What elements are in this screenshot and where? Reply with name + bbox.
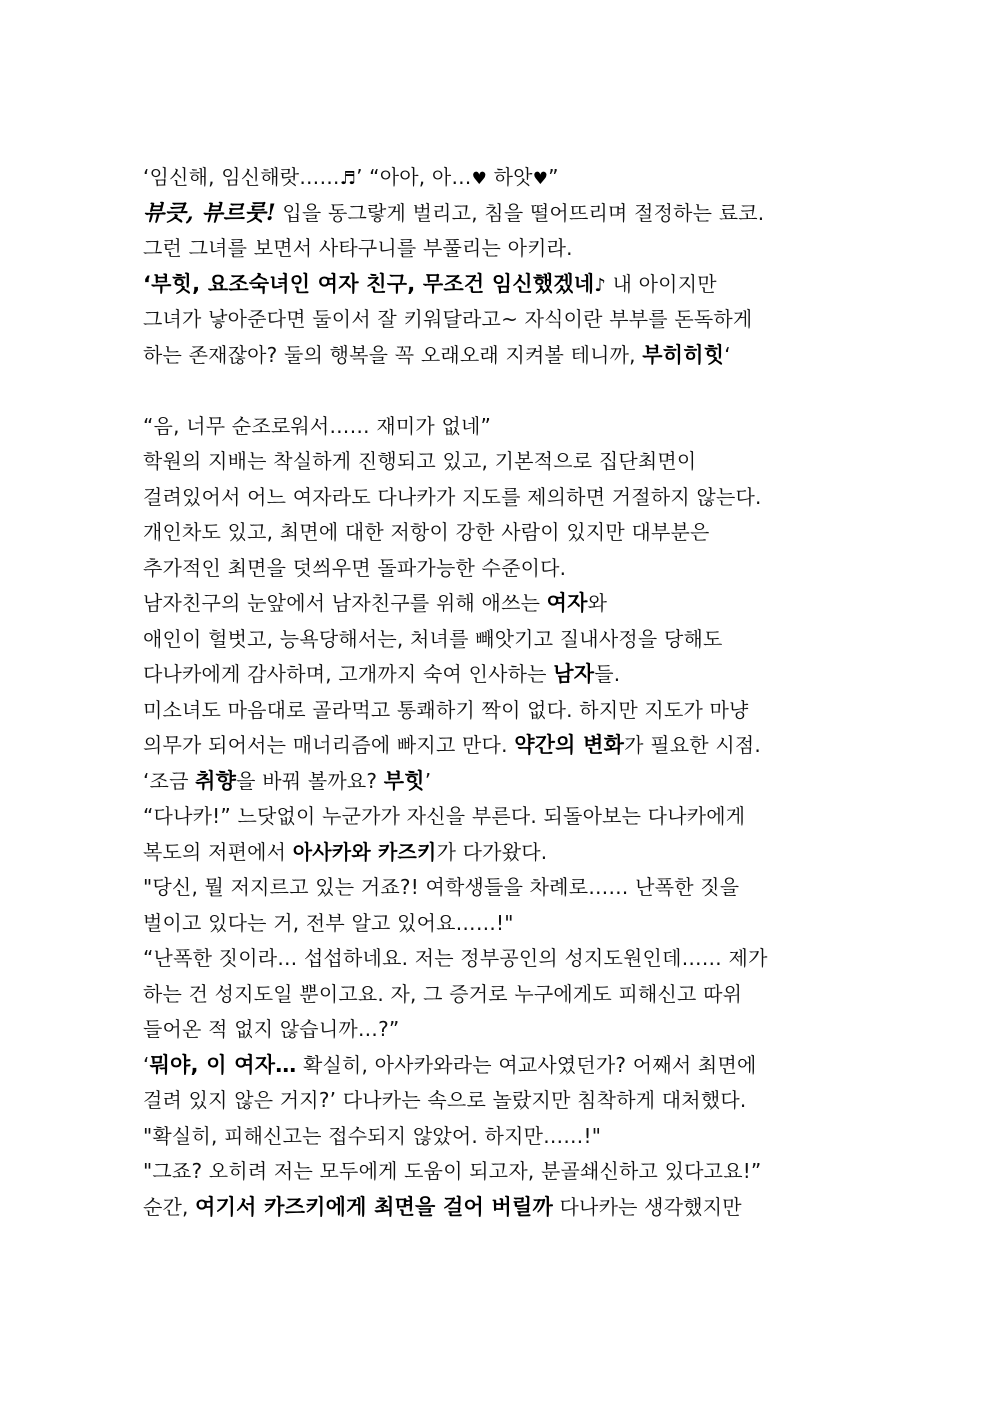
text-line: “음, 너무 순조로워서…… 재미가 없네” — [143, 413, 492, 438]
text-line: 그런 그녀를 보면서 사타구니를 부풀리는 아키라. — [143, 236, 573, 260]
text-line: 하는 존재잖아? 둘의 행복을 꼭 오래오래 지켜볼 테니까, 부히히힛‘ — [143, 342, 731, 367]
text-line: ‘부힛, 요조숙녀인 여자 친구, 무조건 임신했겠네♪ 내 아이지만 — [143, 271, 717, 296]
emphasis-text: ‘부힛, 요조숙녀인 여자 친구, 무조건 임신했겠네 — [143, 271, 595, 296]
text-line: "그죠? 오히려 저는 모두에게 도움이 되고자, 분골쇄신하고 있다고요!” — [143, 1159, 762, 1183]
emphasis-sound-effect: 뷰큿, 뷰르룻! — [143, 199, 276, 226]
emphasis-text: 약간의 변화 — [514, 733, 625, 757]
text-line: 다나카에게 감사하며, 고개까지 숙여 인사하는 남자들. — [143, 662, 621, 686]
text-line: ‘임신해, 임신해랏……♬’ “아아, 아…♥ 하앗♥” — [143, 165, 559, 189]
emphasis-text: 뭐야, 이 여자… — [149, 1052, 297, 1077]
emphasis-text: 취향 — [195, 768, 237, 793]
text-line: 뷰큿, 뷰르룻! 입을 동그랗게 벌리고, 침을 떨어뜨리며 절정하는 료코. — [143, 199, 765, 226]
text-line: 학원의 지배는 착실하게 진행되고 있고, 기본적으로 집단최면이 — [143, 449, 697, 473]
emphasis-text: 아사카와 카즈키 — [292, 839, 437, 864]
text-line: 의무가 되어서는 매너리즘에 빠지고 만다. 약간의 변화가 필요한 시점. — [143, 733, 761, 757]
text-line: “다나카!” 느닷없이 누군가가 자신을 부른다. 되돌아보는 다나카에게 — [143, 804, 746, 828]
emphasis-text: 부히히힛 — [642, 342, 725, 367]
text-line: 하는 건 성지도일 뿐이고요. 자, 그 증거로 누구에게도 피해신고 따위 — [143, 981, 743, 1006]
heart-icon: ♥ — [471, 169, 488, 189]
text-line: 들어온 적 없지 않습니까…?” — [143, 1017, 400, 1041]
text-line: 애인이 헐벗고, 능욕당해서는, 처녀를 빼앗기고 질내사정을 당해도 — [143, 626, 723, 651]
emphasis-text: 남자 — [553, 662, 595, 686]
text-line: 순간, 여기서 카즈키에게 최면을 걸어 버릴까 다나카는 생각했지만 — [143, 1194, 742, 1219]
music-note-icon: ♬ — [339, 168, 357, 189]
emphasis-text: 여기서 카즈키에게 최면을 걸어 버릴까 — [195, 1194, 553, 1219]
text-line: ‘뭐야, 이 여자… 확실히, 아사카와라는 여교사였던가? 어째서 최면에 — [143, 1052, 757, 1077]
emphasis-text: 여자 — [546, 591, 588, 615]
music-note-icon: ♪ — [594, 274, 607, 296]
heart-icon: ♥ — [532, 169, 549, 189]
text-line: 걸려있어서 어느 여자라도 다나카가 지도를 제의하면 거절하지 않는다. — [143, 484, 762, 509]
paragraph-gap — [143, 373, 863, 409]
text-line: "확실히, 피해신고는 접수되지 않았어. 하지만……!" — [143, 1123, 602, 1148]
text-line: “난폭한 짓이라… 섭섭하네요. 저는 정부공인의 성지도원인데…… 제가 — [143, 946, 768, 970]
text-line: 벌이고 있다는 거, 전부 알고 있어요……!" — [143, 910, 514, 935]
emphasis-text: 부힛 — [383, 768, 425, 793]
text-line: ‘조금 취향을 바꿔 볼까요? 부힛’ — [143, 768, 432, 793]
text-line: "당신, 뭘 저지르고 있는 거죠?! 여학생들을 차례로…… 난폭한 짓을 — [143, 875, 740, 899]
body-text — [143, 160, 863, 1225]
text-line: 미소녀도 마음대로 골라먹고 통쾌하기 짝이 없다. 하지만 지도가 마냥 — [143, 697, 749, 722]
text-line: 남자친구의 눈앞에서 남자친구를 위해 애쓰는 여자와 — [143, 591, 608, 615]
text-line: 걸려 있지 않은 거지?’ 다나카는 속으로 놀랐지만 침착하게 대처했다. — [143, 1088, 747, 1112]
text-line: 복도의 저편에서 아사카와 카즈키가 다가왔다. — [143, 839, 548, 864]
text-line: 추가적인 최면을 덧씌우면 돌파가능한 수준이다. — [143, 555, 567, 580]
text-line: 그녀가 낳아준다면 둘이서 잘 키워달라고~ 자식이란 부부를 돈독하게 — [143, 307, 753, 331]
text-line: 개인차도 있고, 최면에 대한 저항이 강한 사람이 있지만 대부분은 — [143, 520, 710, 544]
